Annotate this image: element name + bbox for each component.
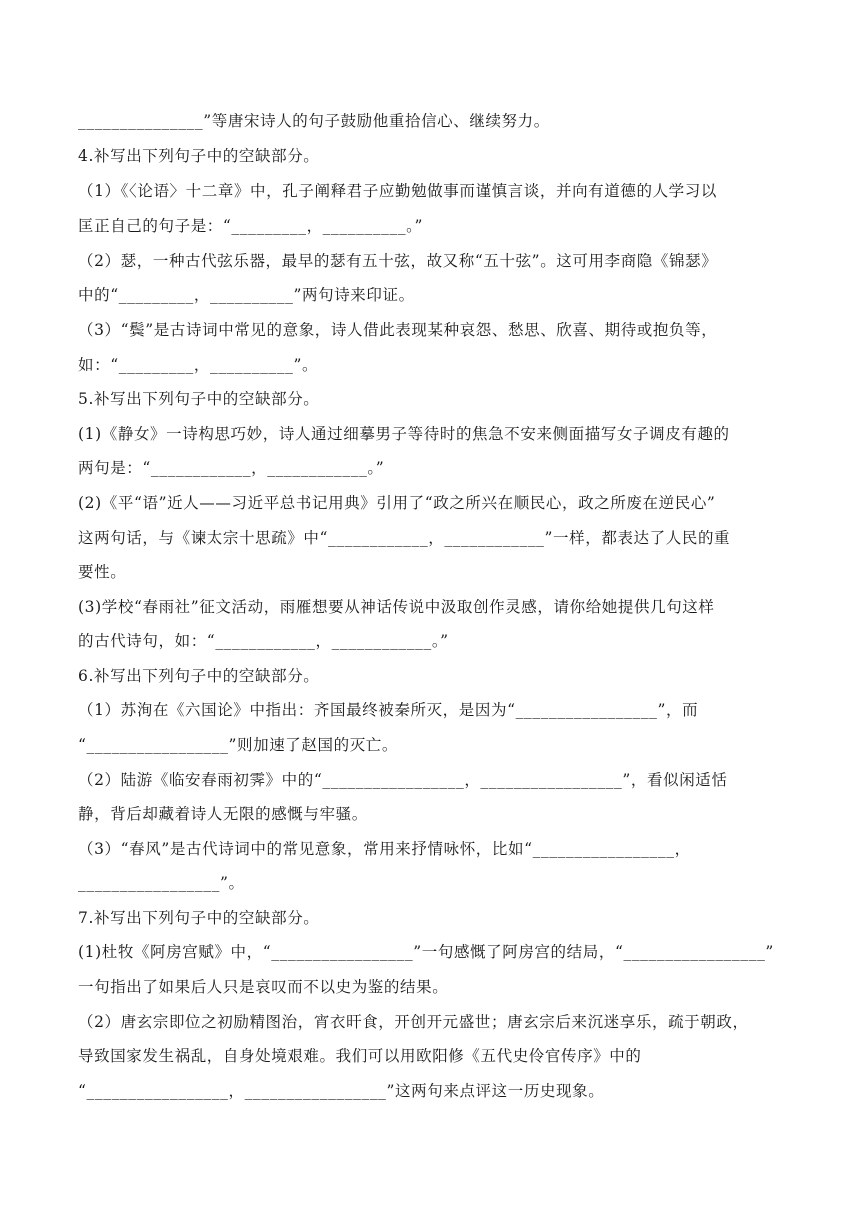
text-line: 导致国家发生祸乱，自身处境艰难。我们可以用欧阳修《五代史伶官传序》中的 — [78, 1047, 642, 1065]
text-line: 这两句话，与《谏太宗十思疏》中“____________，____________”一样，都表达了人民的重 — [78, 529, 731, 547]
question-heading: 4.补写出下列句子中的空缺部分。 — [78, 147, 320, 165]
text-line: 的古代诗句，如：“____________，____________。” — [78, 632, 449, 650]
text-line: (1)杜牧《阿房宫赋》中，“_________________”一句感慨了阿房宫的结局，“_________________” — [78, 943, 774, 961]
text-line: 匡正自己的句子是：“_________，__________。” — [78, 217, 424, 235]
text-line: (2)《平“语”近人——习近平总书记用典》引用了“政之所兴在顺民心，政之所废在逆民心” — [78, 494, 716, 512]
text-line: （3）“春风”是古代诗词中的常见意象，常用来抒情咏怀，比如“_________________， — [78, 840, 691, 858]
text-line: （2）唐玄宗即位之初励精图治，宵衣旰食，开创开元盛世；唐玄宗后来沉迷享乐，疏于朝政， — [78, 1013, 749, 1031]
question-heading: 6.补写出下列句子中的空缺部分。 — [78, 667, 320, 685]
question-heading: 7.补写出下列句子中的空缺部分。 — [78, 909, 320, 927]
text-line: 中的“_________，__________”两句诗来印证。 — [78, 286, 415, 304]
text-line: （1）苏洵在《六国论》中指出：齐国最终被秦所灭，是因为“_________________”，而 — [78, 701, 699, 719]
text-line: _______________”等唐宋诗人的句子鼓励他重拾信心、继续努力。 — [78, 112, 550, 130]
text-line: 两句是：“____________，____________。” — [78, 459, 385, 477]
text-line: “_________________，_________________”这两句来点评这一历史现象。 — [78, 1082, 605, 1100]
text-line: 一句指出了如果后人只是哀叹而不以史为鉴的结果。 — [78, 978, 449, 996]
text-line: 静，背后却藏着诗人无限的感慨与牢骚。 — [78, 805, 368, 823]
text-line: 如：“_________，__________”。 — [78, 356, 319, 374]
text-line: （3）“鬓”是古诗词中常见的意象，诗人借此表现某种哀怨、愁思、欣喜、期待或抱负等， — [78, 321, 718, 339]
text-line: （2）陆游《临安春雨初霁》中的“_________________，_________________”，看似闲适恬 — [78, 771, 728, 789]
text-line: （2）瑟，一种古代弦乐器，最早的瑟有五十弦，故又称“五十弦”。这可用李商隐《锦瑟》 — [78, 252, 718, 270]
question-heading: 5.补写出下列句子中的空缺部分。 — [78, 390, 320, 408]
text-line: 要性。 — [78, 563, 127, 581]
text-line: (3)学校“春雨社”征文活动，雨雁想要从神话传说中汲取创作灵感，请你给她提供几句这样 — [78, 598, 715, 616]
text-line: (1)《静女》一诗构思巧妙，诗人通过细摹男子等待时的焦急不安来侧面描写女子调皮有趣的 — [78, 425, 730, 443]
text-line: “_________________”则加速了赵国的灭亡。 — [78, 736, 398, 754]
text-line: （1）《〈论语〉十二章》中，孔子阐释君子应勤勉做事而谨慎言谈，并向有道德的人学习以 — [78, 182, 717, 200]
text-line: _________________”。 — [78, 874, 245, 892]
